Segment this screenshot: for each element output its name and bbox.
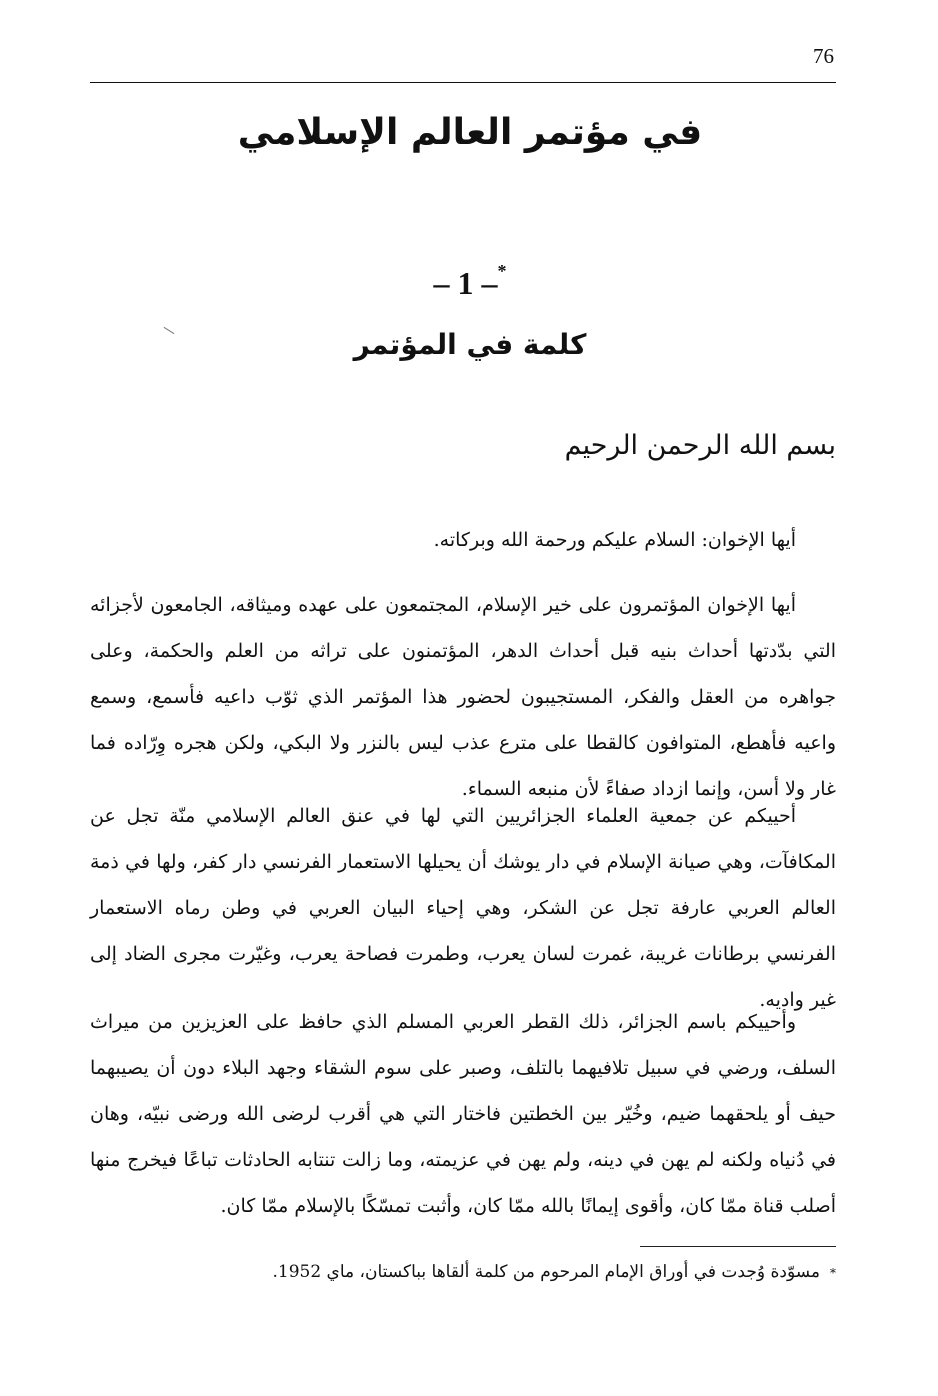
- basmala-calligraphy: بسم الله الرحمن الرحيم: [564, 430, 836, 461]
- chapter-title: في مؤتمر العالم الإسلامي: [237, 112, 703, 153]
- stray-mark: [164, 327, 175, 334]
- paragraph-addressees: أيها الإخوان المؤتمرون على خير الإسلام، المجتمعون على عهده وميثاقه، الجامعون لأجزائه التي بدّدتها أحداث بنيه قبل أحداث الدهر، المؤتمنون على تراثه من العلم والحكمة، وعلى جواهره من العقل والفكر، المستجيبون لحضور هذا المؤتمر الذي ثوّب داعيه فأسمع، وسمع واعيه فأهطع، المتوافون كالقطا على مترع عذب ليس بالنزر ولا البكي، ولكن هجره وِرّاده فما غار ولا أسن، وإنما ازداد صفاءً لأن منبعه السماء.: [90, 594, 836, 800]
- header-divider: [90, 82, 836, 83]
- paragraph-association: أحييكم عن جمعية العلماء الجزائريين التي لها في عنق العالم الإسلامي منّة تجل عن المكافآت، وهي صيانة الإسلام في دار يوشك أن يحيلها الاستعمار الفرنسي دار كفر، ولها في ذمة العالم العربي عارفة تجل عن الشكر، وهي إحياء البيان العربي في وطن رماه الاستعمار الفرنسي برطانات غريبة، غمرت لسان يعرب، وطمرت فصاحة يعرب، وغيّرت مجرى الضاد إلى غير واديه.: [90, 805, 836, 1011]
- section-number-text: – 1 –: [433, 265, 498, 301]
- page-number: 76: [813, 44, 834, 68]
- paragraph-algeria: وأحييكم باسم الجزائر، ذلك القطر العربي المسلم الذي حافظ على العزيزين من ميراث السلف، ورضي في سبيل تلافيهما بالتلف، وصبر على سوم الشقاء وجهد البلاء دون أن يصيبهما حيف أو يلحقهما ضيم، وخُيّر بين الخطتين فاختار التي هي أقرب لرضى الله ورضى نبيّه، وهان في دُنياه ولكنه لم يهن في دينه، ولم يهن في عزيمته، وما زالت تنتابه الحادثات تباعًا فيخرج منها أصلب قناة ممّا كان، وأقوى إيمانًا بالله ممّا كان، وأثبت تمسّكًا بالإسلام ممّا كان.: [90, 1011, 836, 1217]
- footnote-text: مسوّدة وُجدت في أوراق الإمام المرحوم من كلمة ألقاها بباكستان، ماي 1952.: [272, 1262, 820, 1282]
- footnote-divider: [640, 1246, 836, 1247]
- section-title: كلمة في المؤتمر: [353, 328, 587, 361]
- footnote: [180, 1262, 836, 1282]
- section-number: [380, 261, 560, 302]
- paragraph-greeting: أيها الإخوان: السلام عليكم ورحمة الله وبركاته.: [433, 529, 796, 551]
- body-text-block: [90, 980, 836, 1248]
- section-footnote-marker: *: [497, 261, 507, 281]
- footnote-marker: *: [830, 1266, 836, 1280]
